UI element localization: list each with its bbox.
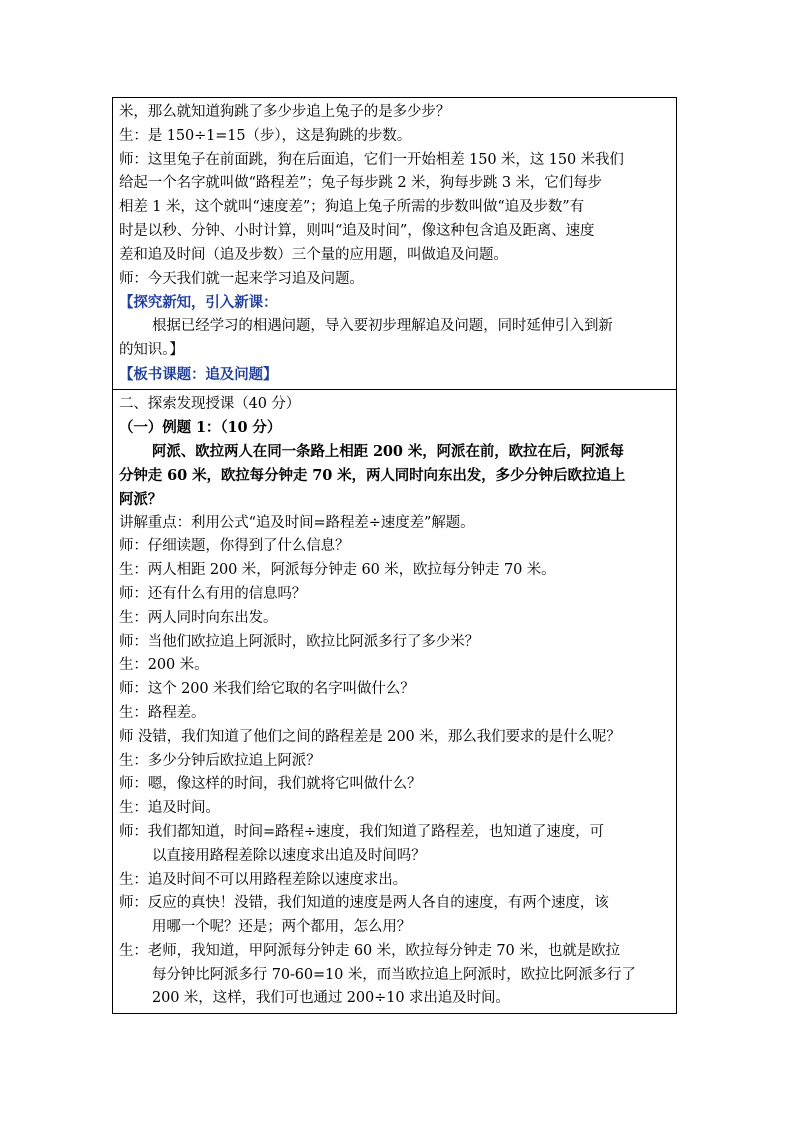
dialogue-line: 生：两人同时向东出发。 [119, 609, 278, 626]
problem-text: 分钟走 60 米，欧拉每分钟走 70 米，两人同时向东出发，多少分钟后欧拉追上 [119, 466, 626, 484]
dialogue-line: 师：嗯，像这样的时间，我们就将它叫做什么？ [119, 776, 422, 793]
dialogue-line: 师：这个 200 米我们给它取的名字叫做什么？ [119, 681, 415, 698]
dialogue-line: 生：路程差。 [119, 704, 206, 721]
dialogue-line: 讲解重点：利用公式“追及时间=路程差÷速度差”解题。 [119, 514, 475, 531]
dialogue-line: 师：还有什么有用的信息吗？ [119, 585, 307, 602]
dialogue-list [119, 512, 670, 1012]
section-heading: 二、探索发现授课（40 分） [119, 395, 301, 412]
dialogue-line: 生：多少分钟后欧拉追上阿派？ [119, 752, 321, 769]
example-label: （一）例题 1：（10 分） [119, 419, 282, 437]
text-line: 师：今天我们就一起来学习追及问题。 [119, 270, 364, 287]
text-line: 米，那么就知道狗跳了多少步追上兔子的是多少步？ [119, 104, 451, 120]
explore-text-end: 的知识。】 [119, 341, 184, 358]
explore-heading: 【探究新知，引入新课： [119, 294, 278, 312]
problem-text: 阿派？ [119, 490, 163, 508]
dialogue-line: 师 没错，我们知道了他们之间的路程差是 200 米，那么我们要求的是什么呢？ [119, 728, 621, 745]
dialogue-line: 生：两人相距 200 米，阿派每分钟走 60 米，欧拉每分钟走 70 米。 [119, 562, 556, 579]
board-title: 【板书课题：追及问题】 [119, 365, 278, 383]
text-line: 给起一个名字就叫做“路程差”；兔子每步跳 2 米，狗每步跳 3 米，它们每步 [119, 175, 602, 192]
dialogue-line: 200 米，这样，我们可也通过 200÷10 求出追及时间。 [152, 990, 510, 1007]
dialogue-line: 师：我们都知道，时间=路程÷速度，我们知道了路程差，也知道了速度，可 [119, 823, 604, 840]
text-line: 师：这里兔子在前面跳，狗在后面追，它们一开始相差 150 米，这 150 米我们 [119, 151, 624, 168]
problem-text: 阿派、欧拉两人在同一条路上相距 200 米，阿派在前，欧拉在后，阿派每 [152, 443, 624, 461]
text-line: 生：是 150÷1=15（步），这是狗跳的步数。 [119, 127, 412, 144]
dialogue-line: 师：仔细读题，你得到了什么信息？ [119, 538, 350, 555]
dialogue-line: 师：当他们欧拉追上阿派时，欧拉比阿派多行了多少米？ [119, 633, 479, 650]
dialogue-line: 以直接用路程差除以速度求出追及时间吗？ [152, 847, 426, 864]
dialogue-line: 生：追及时间。 [119, 800, 220, 817]
text-line: 差和追及时间（追及步数）三个量的应用题，叫做追及问题。 [119, 246, 508, 263]
dialogue-line: 每分钟比阿派多行 70-60=10 米，而当欧拉追上阿派时，欧拉比阿派多行了 [152, 966, 636, 983]
explore-text: 根据已经学习的相遇问题，导入要初步理解追及问题，同时延伸引入到新 [152, 318, 613, 335]
section-explore-cell [113, 389, 676, 1014]
dialogue-line: 生：追及时间不可以用路程差除以速度求出。 [119, 871, 407, 888]
text-line: 时是以秒、分钟、小时计算，则叫“追及时间”，像这种包含追及距离、速度 [119, 222, 595, 239]
text-line: 相差 1 米，这个就叫“速度差”；狗追上兔子所需的步数叫做“追及步数”有 [119, 199, 584, 216]
dialogue-line: 用哪一个呢？还是；两个都用，怎么用？ [152, 919, 412, 936]
dialogue-line: 师：反应的真快！没错，我们知道的速度是两人各自的速度，有两个速度，该 [119, 895, 609, 912]
dialogue-line: 生：200 米。 [119, 657, 209, 674]
section-intro-cell [113, 98, 676, 389]
lesson-table [112, 97, 677, 1014]
dialogue-line: 生：老师，我知道，甲阿派每分钟走 60 米，欧拉每分钟走 70 米，也就是欧拉 [119, 942, 620, 959]
